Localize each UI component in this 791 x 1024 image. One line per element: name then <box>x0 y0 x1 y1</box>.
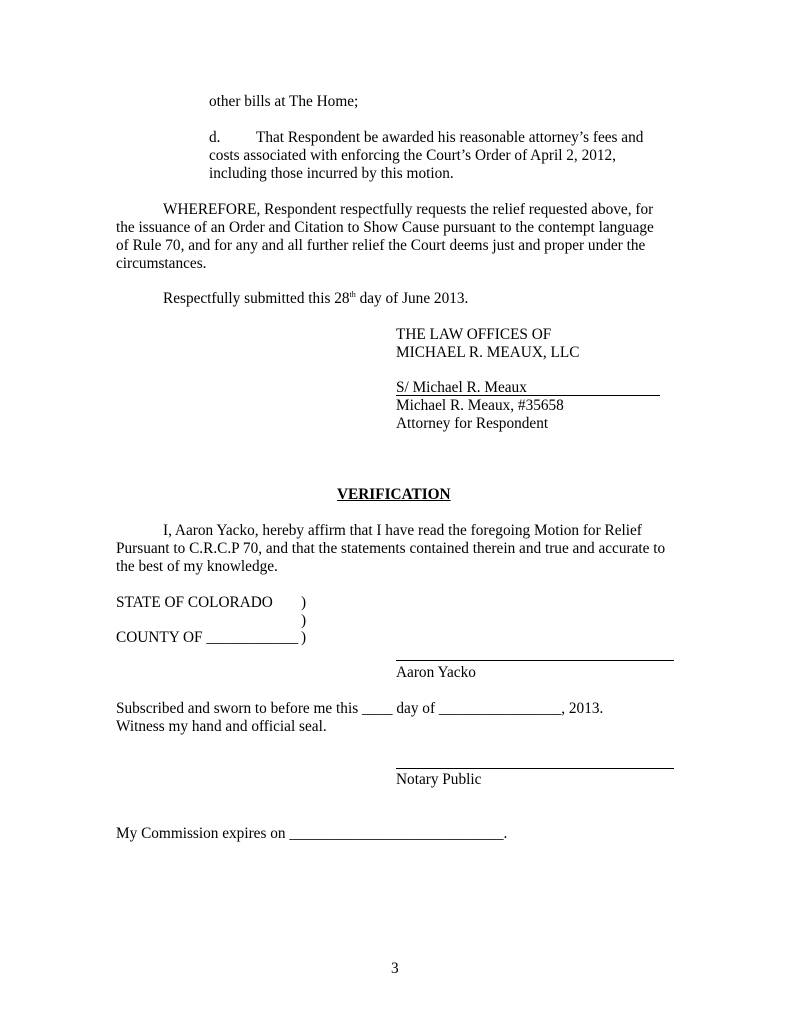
firm-name-line1: THE LAW OFFICES OF <box>396 326 552 343</box>
wherefore-line: circumstances. <box>116 255 207 272</box>
attorney-name-bar: Michael R. Meaux, #35658 <box>396 397 564 414</box>
verification-heading: VERIFICATION <box>337 486 451 503</box>
venue-paren: ) <box>301 594 307 611</box>
attorney-role: Attorney for Respondent <box>396 415 549 432</box>
venue-county: COUNTY OF ____________ <box>116 629 299 646</box>
venue-state: STATE OF COLORADO <box>116 594 273 611</box>
notary-label: Notary Public <box>396 771 482 788</box>
wherefore-line: WHEREFORE, Respondent respectfully requests the relief requested above, for <box>163 201 654 218</box>
notary-signature-line <box>396 768 674 769</box>
subscribed-line: Witness my hand and official seal. <box>116 718 327 735</box>
list-item-d-line: including those incurred by this motion. <box>209 165 454 182</box>
submitted-date-line <box>163 290 468 308</box>
subscribed-line: Subscribed and sworn to before me this ____ day of ________________, 2013. <box>116 700 604 717</box>
affiant-name: Aaron Yacko <box>396 664 476 681</box>
verification-line: I, Aaron Yacko, hereby affirm that I have read the foregoing Motion for Relief <box>163 522 642 539</box>
list-item-d-marker: d. <box>209 129 221 146</box>
verification-line: the best of my knowledge. <box>116 558 278 575</box>
venue-paren: ) <box>301 629 307 646</box>
signature-underline <box>396 395 660 396</box>
electronic-signature: S/ Michael R. Meaux <box>396 379 527 396</box>
list-item-d-line: That Respondent be awarded his reasonable attorney’s fees and <box>256 129 644 146</box>
venue-paren: ) <box>301 612 307 629</box>
submitted-text-after: day of June 2013. <box>355 290 469 307</box>
list-item-c-tail: other bills at The Home; <box>209 93 359 110</box>
wherefore-line: of Rule 70, and for any and all further relief the Court deems just and proper under the <box>116 237 646 254</box>
verification-line: Pursuant to C.R.C.P 70, and that the statements contained therein and true and accurate to <box>116 540 666 557</box>
commission-expires: My Commission expires on ____________________________. <box>116 825 508 842</box>
page-number: 3 <box>391 960 399 977</box>
list-item-d-line: costs associated with enforcing the Court’s Order of April 2, 2012, <box>209 147 616 164</box>
submitted-text-before: Respectfully submitted this 28 <box>163 290 350 307</box>
firm-name-line2: MICHAEL R. MEAUX, LLC <box>396 344 580 361</box>
affiant-signature-line <box>396 660 674 661</box>
wherefore-line: the issuance of an Order and Citation to Show Cause pursuant to the contempt language <box>116 219 654 236</box>
submitted-superscript: th <box>349 290 356 299</box>
